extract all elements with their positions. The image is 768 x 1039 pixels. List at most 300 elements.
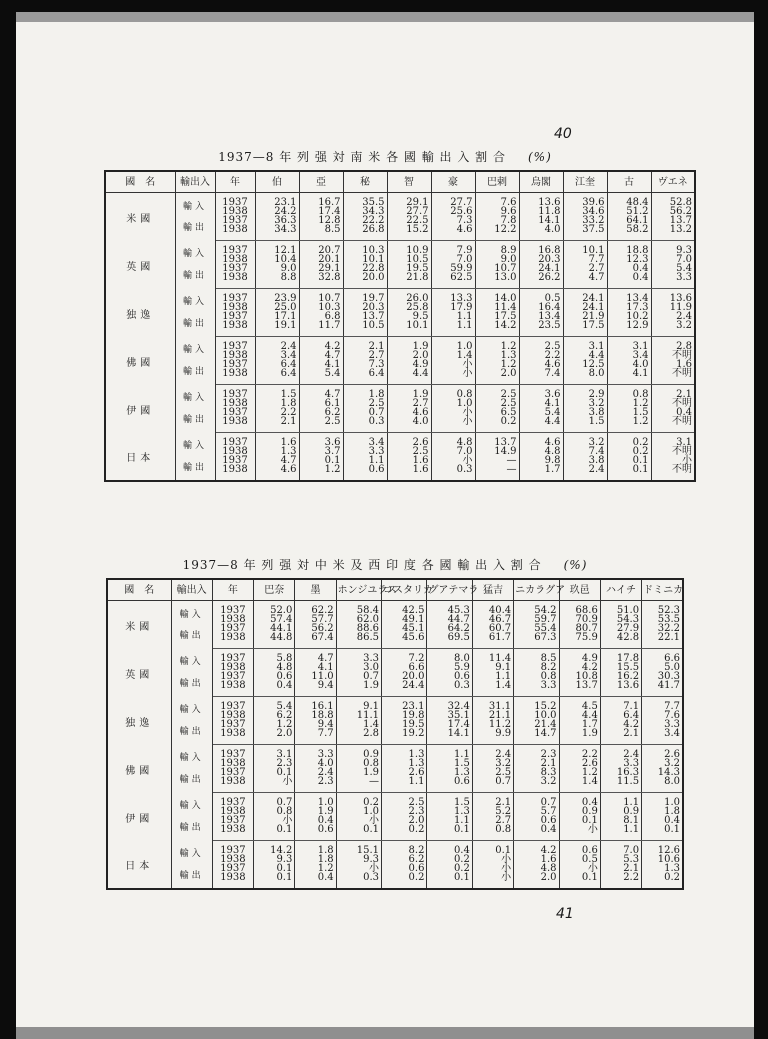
value-cell: 21.4 [514,720,559,729]
flow-cell: 輸入 [175,385,215,409]
value-cell: 1.1 [382,777,427,793]
value-cell: 4.6 [431,225,475,241]
value-cell: 0.6 [427,777,472,793]
value-cell: 1.3 [382,759,427,768]
year-cell: 1937 [212,841,253,856]
value-cell: 0.8 [431,385,475,400]
value-cell: 11.5 [600,777,641,793]
column-header: 國 名 [105,171,175,193]
country-cell: 伊國 [105,385,175,433]
country-block [105,193,695,241]
value-cell: 2.6 [642,745,683,760]
year-cell: 1937 [212,649,253,664]
column-header: ホンジユラス [336,579,381,601]
table-row [105,337,695,352]
value-cell: 23.1 [255,193,299,208]
value-cell: 0.4 [514,825,559,841]
value-cell: 1.1 [427,745,472,760]
value-cell: 2.8 [336,729,381,745]
value-cell: 2.5 [343,399,387,408]
flow-cell: 輸出 [175,216,215,241]
value-cell: 2.6 [382,768,427,777]
value-cell: 9.3 [254,855,295,864]
value-cell: 0.7 [514,793,559,808]
value-cell: 12.3 [607,255,651,264]
value-cell: 8.1 [600,816,641,825]
value-cell: 60.7 [472,624,513,633]
value-cell: 1.1 [343,456,387,465]
flow-cell: 輸入 [171,697,212,721]
value-cell: 6.8 [299,312,343,321]
table-unit: (%) [528,150,552,164]
value-cell: 4.0 [519,225,563,241]
value-cell: 10.5 [343,321,387,337]
value-cell: 1.3 [642,864,683,873]
value-cell: 59.7 [514,615,559,624]
column-header: 烏閣 [519,171,563,193]
value-cell: 18.8 [607,241,651,256]
value-cell: 15.1 [336,841,381,856]
value-cell: 52.0 [254,601,295,616]
value-cell: 23.5 [519,321,563,337]
value-cell: 0.9 [600,807,641,816]
value-cell: 5.0 [642,663,683,672]
table-title [16,556,754,573]
value-cell: 16.3 [600,768,641,777]
value-cell: 0.1 [642,825,683,841]
value-cell: 34.3 [255,225,299,241]
value-cell: 1.1 [600,825,641,841]
flow-cell: 輸出 [175,456,215,481]
value-cell: 2.5 [387,447,431,456]
flow-cell: 輸出 [175,312,215,337]
value-cell: 小 [431,360,475,369]
value-cell: 7.3 [343,360,387,369]
value-cell: 8.9 [475,241,519,256]
value-cell: 4.4 [387,369,431,385]
value-cell: 7.4 [563,447,607,456]
value-cell: 0.1 [254,873,295,889]
value-cell: 1.0 [336,807,381,816]
value-cell: 3.2 [651,321,695,337]
value-cell: 2.1 [343,337,387,352]
value-cell: 3.7 [299,447,343,456]
year-cell: 1937 [212,697,253,712]
flow-cell: 輸入 [171,601,212,625]
table-row [107,793,683,808]
value-cell: 7.1 [600,697,641,712]
value-cell: 2.0 [382,816,427,825]
value-cell: 1.3 [475,351,519,360]
column-header: 古 [607,171,651,193]
value-cell: 4.1 [607,369,651,385]
value-cell: 1.1 [600,793,641,808]
table-row [105,456,695,465]
value-cell: 2.0 [514,873,559,889]
value-cell: 0.1 [559,873,600,889]
value-cell: 4.9 [387,360,431,369]
value-cell: 1.3 [382,745,427,760]
year-cell: 1937 [215,456,255,465]
value-cell: 0.3 [427,681,472,697]
column-header: 巴奈 [254,579,295,601]
value-cell: 48.4 [607,193,651,208]
country-block [105,289,695,337]
value-cell: 41.7 [642,681,683,697]
year-cell: 1937 [212,793,253,808]
value-cell: 45.6 [382,633,427,649]
value-cell: 4.7 [299,351,343,360]
value-cell: 1.0 [642,793,683,808]
value-cell: 2.6 [559,759,600,768]
year-cell: 1937 [212,624,253,633]
column-header: 年 [212,579,253,601]
value-cell: 9.5 [387,312,431,321]
value-cell: 0.8 [472,825,513,841]
value-cell: 小 [336,816,381,825]
value-cell: 46.7 [472,615,513,624]
value-cell: 小 [559,825,600,841]
value-cell: 2.9 [563,385,607,400]
table-row [107,745,683,760]
value-cell: 25.6 [431,207,475,216]
value-cell: 14.9 [475,447,519,456]
year-cell: 1937 [212,745,253,760]
country-block [107,649,683,697]
value-cell: 1.1 [431,312,475,321]
country-cell: 独逸 [105,289,175,337]
value-cell: 6.1 [299,399,343,408]
value-cell: 62.5 [431,273,475,289]
value-cell: 19.5 [382,720,427,729]
value-cell: 13.4 [607,289,651,304]
value-cell: 42.5 [382,601,427,616]
value-cell: 4.4 [559,711,600,720]
value-cell: 64.1 [607,216,651,225]
header-row [107,579,683,601]
value-cell: 75.9 [559,633,600,649]
value-cell: 小 [336,864,381,873]
value-cell: 0.2 [475,417,519,433]
value-cell: 0.4 [607,273,651,289]
country-block [105,385,695,433]
value-cell: 22.2 [343,216,387,225]
value-cell: 70.9 [559,615,600,624]
value-cell: 1.2 [295,864,336,873]
value-cell: 7.0 [651,255,695,264]
year-cell: 1938 [215,399,255,408]
value-cell: 8.2 [382,841,427,856]
value-cell: 55.4 [514,624,559,633]
value-cell: 2.4 [600,745,641,760]
column-header: 巴剌 [475,171,519,193]
value-cell: 64.2 [427,624,472,633]
value-cell: 0.1 [607,456,651,465]
value-cell: 8.0 [642,777,683,793]
value-cell: 10.7 [299,289,343,304]
value-cell: 2.5 [475,399,519,408]
country-cell: 英國 [107,649,171,697]
value-cell: 小 [431,408,475,417]
value-cell: 小 [472,864,513,873]
value-cell: 4.9 [559,649,600,664]
value-cell: 14.0 [475,289,519,304]
value-cell: 23.1 [382,697,427,712]
year-cell: 1937 [215,193,255,208]
value-cell: 0.4 [295,816,336,825]
value-cell: 13.6 [651,289,695,304]
trade-share-table-south-america [104,170,696,482]
table-row [105,241,695,256]
flow-cell: 輸入 [175,241,215,265]
value-cell: 10.1 [387,321,431,337]
value-cell: 14.1 [427,729,472,745]
value-cell: 不明 [651,447,695,456]
value-cell: 0.2 [382,873,427,889]
column-header: 猛吉 [472,579,513,601]
value-cell: 1.2 [607,399,651,408]
value-cell: 4.7 [563,273,607,289]
value-cell: 45.1 [382,624,427,633]
column-header: 智 [387,171,431,193]
country-block [107,841,683,890]
country-block [107,793,683,841]
value-cell: 14.7 [514,729,559,745]
value-cell: 0.6 [343,465,387,481]
value-cell: 5.9 [427,663,472,672]
column-header: ドミニカ [642,579,683,601]
year-cell: 1937 [215,264,255,273]
table-row [105,193,695,208]
value-cell: 7.9 [431,241,475,256]
value-cell: 2.0 [387,351,431,360]
value-cell: 1.4 [559,777,600,793]
value-cell: 2.5 [299,417,343,433]
value-cell: 6.2 [254,711,295,720]
value-cell: — [475,456,519,465]
value-cell: 2.1 [600,864,641,873]
value-cell: 0.2 [336,793,381,808]
value-cell: 11.7 [299,321,343,337]
value-cell: 31.1 [472,697,513,712]
value-cell: 5.3 [600,855,641,864]
value-cell: 2.3 [382,807,427,816]
year-cell: 1938 [212,873,253,889]
value-cell: 7.3 [431,216,475,225]
value-cell: 不明 [651,417,695,433]
value-cell: 3.8 [563,456,607,465]
value-cell: 2.1 [651,385,695,400]
value-cell: 16.8 [519,241,563,256]
value-cell: 1.9 [387,385,431,400]
value-cell: 4.8 [431,433,475,448]
country-cell: 伊國 [107,793,171,841]
value-cell: 29.1 [299,264,343,273]
value-cell: 6.6 [382,663,427,672]
value-cell: 4.2 [299,337,343,352]
value-cell: 24.2 [255,207,299,216]
value-cell: 1.6 [514,855,559,864]
value-cell: 86.5 [336,633,381,649]
value-cell: 1.8 [343,385,387,400]
value-cell: 6.4 [255,360,299,369]
value-cell: 22.8 [343,264,387,273]
value-cell: 2.4 [295,768,336,777]
value-cell: 0.4 [642,816,683,825]
value-cell: 0.1 [254,768,295,777]
value-cell: 不明 [651,351,695,360]
value-cell: 小 [431,456,475,465]
value-cell: 11.4 [475,303,519,312]
flow-cell: 輸出 [171,864,212,889]
value-cell: 62.2 [295,601,336,616]
value-cell: 4.6 [519,360,563,369]
value-cell: 3.1 [651,433,695,448]
value-cell: 3.6 [299,433,343,448]
value-cell: — [475,465,519,481]
value-cell: 0.8 [336,759,381,768]
value-cell: 1.7 [519,465,563,481]
flow-cell: 輸出 [175,264,215,289]
value-cell: 14.2 [254,841,295,856]
value-cell: 0.1 [254,825,295,841]
value-cell: 20.0 [382,672,427,681]
value-cell: 1.1 [431,321,475,337]
value-cell: 6.6 [642,649,683,664]
value-cell: 3.3 [295,745,336,760]
value-cell: 0.6 [254,672,295,681]
country-block [107,697,683,745]
value-cell: 9.1 [472,663,513,672]
value-cell: 13.7 [343,312,387,321]
value-cell: 17.1 [255,312,299,321]
value-cell: 20.0 [343,273,387,289]
value-cell: 44.7 [427,615,472,624]
value-cell: 0.4 [607,264,651,273]
year-cell: 1937 [215,241,255,256]
value-cell: 6.2 [299,408,343,417]
value-cell: 2.5 [519,337,563,352]
value-cell: 11.0 [295,672,336,681]
value-cell: 12.6 [642,841,683,856]
flow-cell: 輸出 [171,672,212,697]
value-cell: 7.4 [519,369,563,385]
value-cell: 0.2 [427,864,472,873]
value-cell: 7.0 [600,841,641,856]
value-cell: 14.2 [475,321,519,337]
column-header: ハイチ [600,579,641,601]
value-cell: 0.6 [382,864,427,873]
value-cell: 67.3 [514,633,559,649]
flow-cell: 輸入 [171,745,212,769]
value-cell: 1.5 [427,793,472,808]
value-cell: 34.3 [343,207,387,216]
year-cell: 1938 [215,351,255,360]
value-cell: 0.6 [427,672,472,681]
value-cell: 4.0 [607,360,651,369]
value-cell: 3.3 [600,759,641,768]
value-cell: 6.2 [382,855,427,864]
value-cell: 20.1 [299,255,343,264]
value-cell: 11.9 [651,303,695,312]
value-cell: 52.8 [651,193,695,208]
value-cell: 3.3 [651,273,695,289]
year-cell: 1937 [215,408,255,417]
value-cell: 7.6 [475,193,519,208]
value-cell: — [336,777,381,793]
value-cell: 11.8 [519,207,563,216]
column-header: グアテマラ [427,579,472,601]
value-cell: 3.4 [255,351,299,360]
year-cell: 1938 [215,255,255,264]
value-cell: 6.5 [475,408,519,417]
value-cell: 5.4 [299,369,343,385]
column-header: 秘 [343,171,387,193]
value-cell: 2.5 [382,793,427,808]
value-cell: 27.7 [387,207,431,216]
value-cell: 57.7 [295,615,336,624]
value-cell: 22.5 [387,216,431,225]
value-cell: 4.4 [563,351,607,360]
value-cell: 88.6 [336,624,381,633]
value-cell: 4.2 [600,720,641,729]
value-cell: 1.8 [255,399,299,408]
value-cell: 54.3 [600,615,641,624]
year-cell: 1938 [212,825,253,841]
value-cell: 0.8 [607,385,651,400]
value-cell: 7.6 [642,711,683,720]
value-cell: 12.1 [255,241,299,256]
value-cell: 7.7 [295,729,336,745]
column-header: 豪 [431,171,475,193]
value-cell: 3.0 [336,663,381,672]
page-number: 41 [556,906,574,922]
column-header: 年 [215,171,255,193]
table-row [105,216,695,225]
value-cell: 不明 [651,399,695,408]
value-cell: 小 [472,855,513,864]
value-cell: 4.6 [519,433,563,448]
year-cell: 1937 [215,385,255,400]
value-cell: 1.5 [427,759,472,768]
value-cell: 3.4 [607,351,651,360]
value-cell: 17.5 [475,312,519,321]
value-cell: 29.1 [387,193,431,208]
value-cell: 1.3 [427,768,472,777]
value-cell: 1.0 [295,793,336,808]
value-cell: 0.3 [343,417,387,433]
header-row [105,171,695,193]
value-cell: 9.4 [295,720,336,729]
value-cell: 3.8 [563,408,607,417]
value-cell: 1.0 [431,399,475,408]
value-cell: 13.7 [475,433,519,448]
value-cell: 1.5 [563,417,607,433]
table-row [107,697,683,712]
value-cell: 69.5 [427,633,472,649]
value-cell: 17.5 [563,321,607,337]
value-cell: 17.8 [600,649,641,664]
value-cell: 2.5 [472,768,513,777]
value-cell: 0.3 [336,873,381,889]
value-cell: 9.0 [475,255,519,264]
value-cell: 2.1 [514,759,559,768]
value-cell: 5.4 [651,264,695,273]
value-cell: 0.1 [427,825,472,841]
value-cell: 4.2 [559,663,600,672]
value-cell: 9.4 [295,681,336,697]
value-cell: 1.9 [295,807,336,816]
